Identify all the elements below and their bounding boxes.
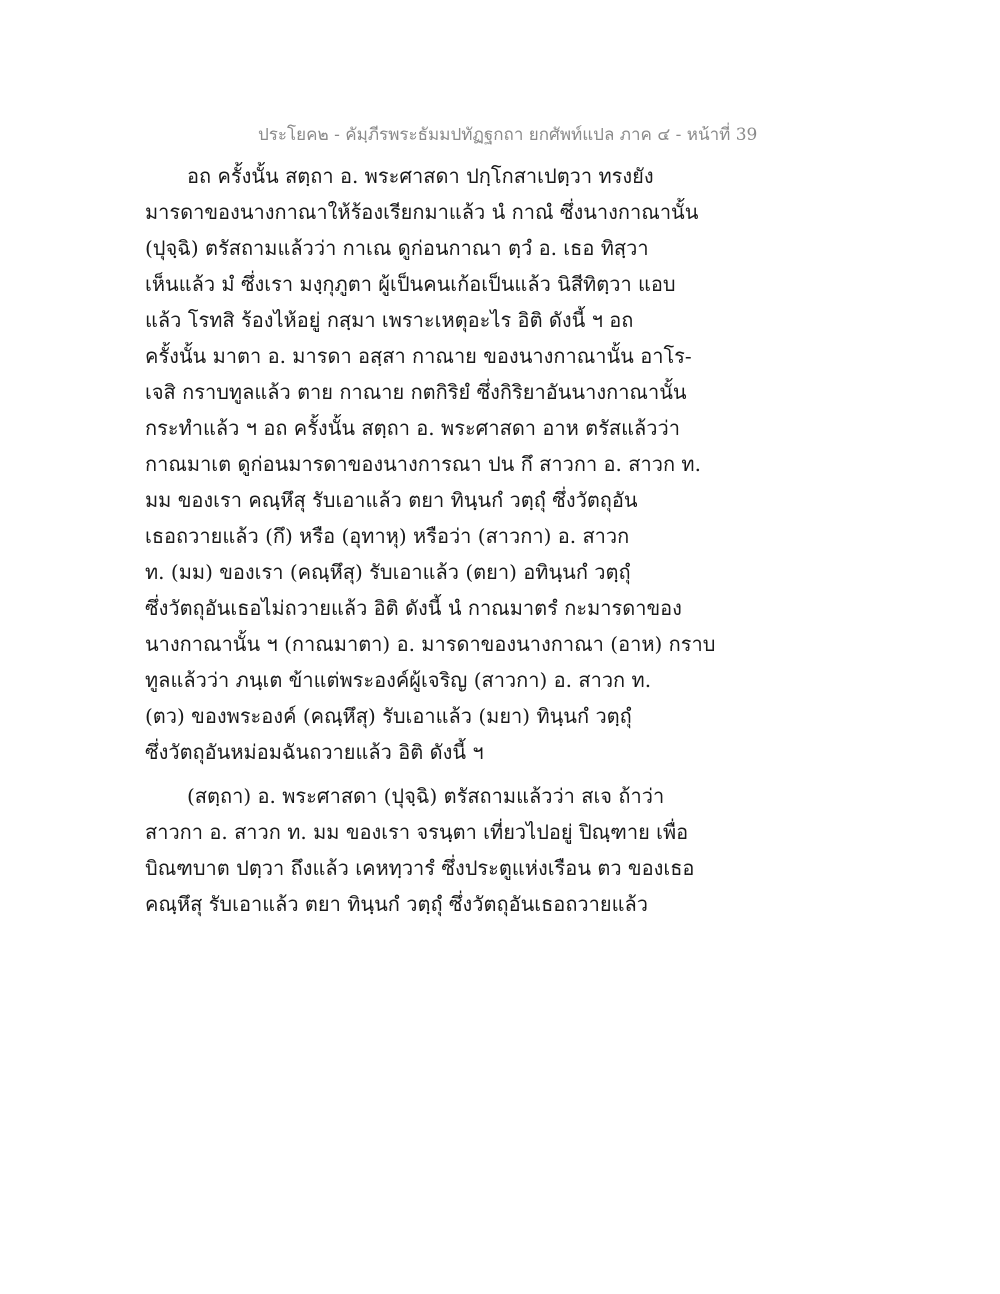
text-line: กาณมาเต ดูก่อนมารดาของนางการณา ปน กึ สาวกา อ. สาวก ท. bbox=[145, 452, 701, 476]
text-line: มม ของเรา คณฺหึสุ รับเอาแล้ว ตยา ทินฺนกํ วตฺถุํ ซึ่งวัตถุอัน bbox=[145, 488, 638, 512]
text-line: อถ ครั้งนั้น สตฺถา อ. พระศาสดา ปกฺโกสาเปตฺวา ทรงยัง bbox=[187, 164, 654, 188]
text-line: สาวกา อ. สาวก ท. มม ของเรา จรนฺตา เที่ยวไปอยู่ ปิณฺฑาย เพื่อ bbox=[145, 820, 689, 844]
text-line: แล้ว โรทสิ ร้องไห้อยู่ กสฺมา เพราะเหตุอะไร อิติ ดังนี้ ฯ อถ bbox=[145, 308, 634, 332]
text-line: เห็นแล้ว มํ ซึ่งเรา มงฺกุภูตา ผู้เป็นคนเก้อเป็นแล้ว นิสีทิตฺวา แอบ bbox=[145, 272, 676, 296]
text-line: กระทำแล้ว ฯ อถ ครั้งนั้น สตฺถา อ. พระศาสดา อาห ตรัสแล้วว่า bbox=[145, 416, 680, 440]
paragraph-1 bbox=[145, 158, 716, 770]
text-line: นางกาณานั้น ฯ (กาณมาตา) อ. มารดาของนางกาณา (อาห) กราบ bbox=[145, 632, 716, 656]
text-line: คณฺหึสุ รับเอาแล้ว ตยา ทินฺนกํ วตฺถุํ ซึ่งวัตถุอันเธอถวายแล้ว bbox=[145, 892, 648, 916]
text-line: ครั้งนั้น มาตา อ. มารดา อสฺสา กาณาย ของนางกาณานั้น อาโร- bbox=[145, 344, 692, 368]
paragraph-2 bbox=[145, 778, 695, 922]
text-line: เธอถวายแล้ว (กึ) หรือ (อุทาหุ) หรือว่า (สาวกา) อ. สาวก bbox=[145, 524, 630, 548]
text-line: (ตว) ของพระองค์ (คณฺหึสุ) รับเอาแล้ว (มยา) ทินฺนกํ วตฺถุํ bbox=[145, 704, 632, 728]
text-line: ท. (มม) ของเรา (คณฺหึสุ) รับเอาแล้ว (ตยา) อทินฺนกํ วตฺถุํ bbox=[145, 560, 631, 584]
paragraph-gap bbox=[145, 770, 690, 778]
text-line: ซึ่งวัตถุอันเธอไม่ถวายแล้ว อิติ ดังนี้ นํ กาณมาตรํ กะมารดาของ bbox=[145, 596, 682, 620]
text-line: (สตฺถา) อ. พระศาสดา (ปุจฺฉิ) ตรัสถามแล้วว่า สเจ ถ้าว่า bbox=[187, 784, 665, 808]
text-line: บิณฑบาต ปตฺวา ถึงแล้ว เคหทฺวารํ ซึ่งประตูแห่งเรือน ตว ของเธอ bbox=[145, 856, 695, 880]
body-text bbox=[145, 158, 716, 922]
text-line: (ปุจฺฉิ) ตรัสถามแล้วว่า กาเณ ดูก่อนกาณา ตฺวํ อ. เธอ ทิสฺวา bbox=[145, 236, 649, 260]
text-line: มารดาของนางกาณาให้ร้องเรียกมาแล้ว นํ กาณํ ซึ่งนางกาณานั้น bbox=[145, 200, 699, 224]
running-header: ประโยค๒ - คัมฺภีรพระธัมมปทัฏฐกถา ยกศัพท์แปล ภาค ๔ - หน้าที่ 39 bbox=[258, 125, 758, 145]
text-line: ซึ่งวัตถุอันหม่อมฉันถวายแล้ว อิติ ดังนี้ ฯ bbox=[145, 740, 484, 764]
text-line: ทูลแล้วว่า ภนฺเต ข้าแต่พระองค์ผู้เจริญ (สาวกา) อ. สาวก ท. bbox=[145, 668, 652, 692]
text-line: เจสิ กราบทูลแล้ว ตาย กาณาย กตกิริยํ ซึ่งกิริยาอันนางกาณานั้น bbox=[145, 380, 687, 404]
